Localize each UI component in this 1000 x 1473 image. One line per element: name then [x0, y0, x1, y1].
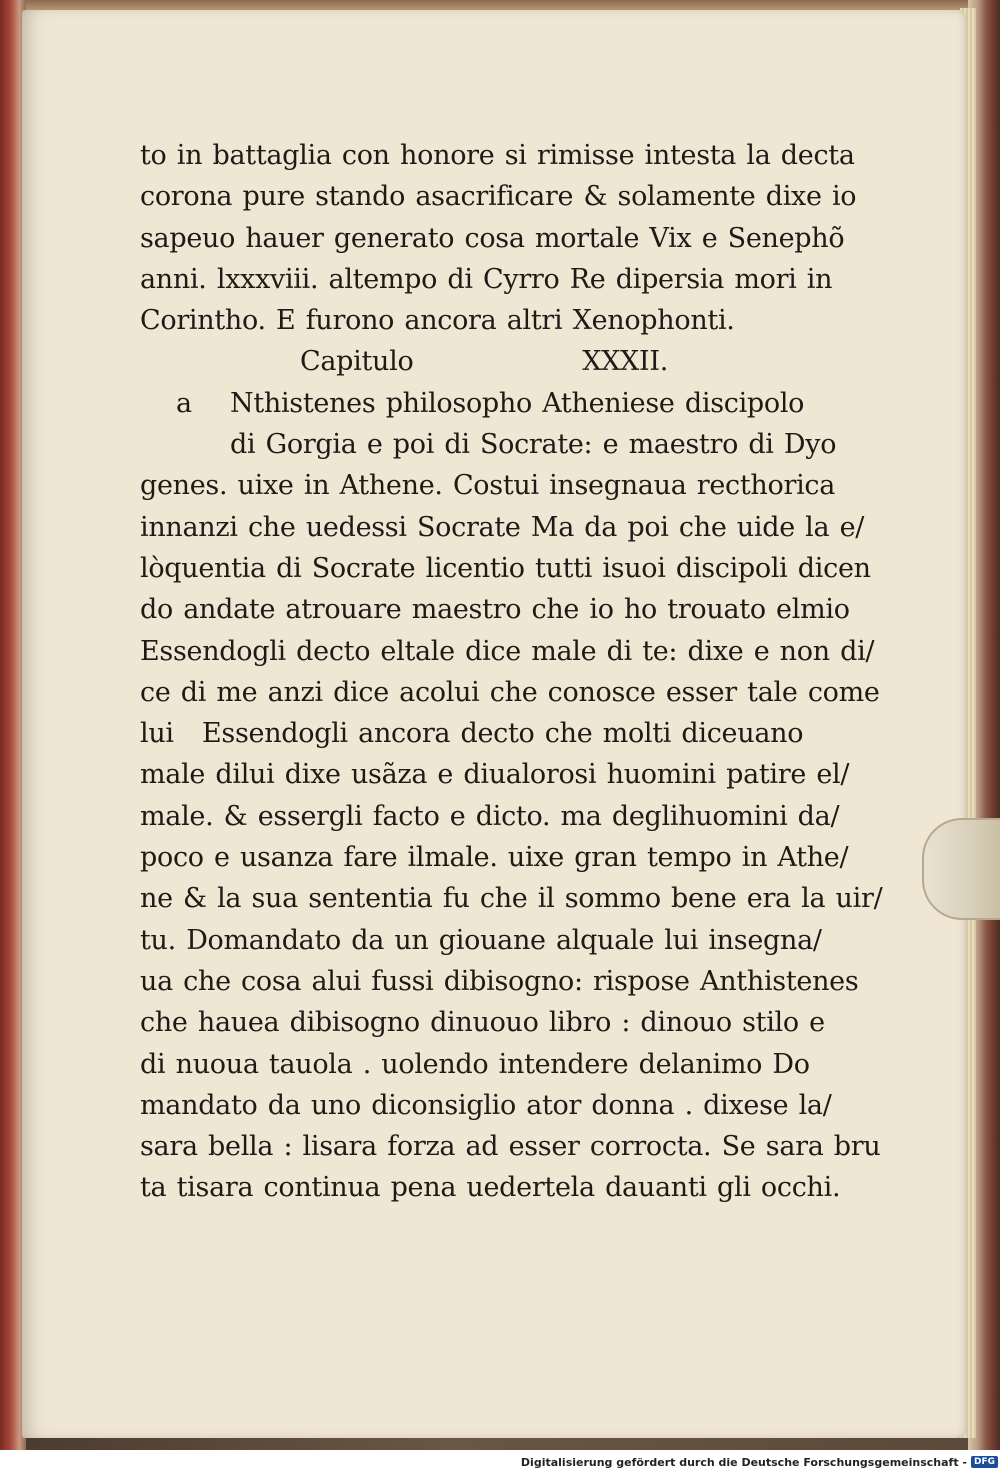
text-line: anni. lxxxviii. altempo di Cyrro Re dipersia mori in [140, 263, 833, 295]
digitization-credit [521, 1452, 998, 1472]
text-line: che hauea dibisogno dinuouo libro : dinouo stilo e [140, 1007, 825, 1039]
text-line: mandato da uno diconsiglio ator donna . dixese la/ [140, 1089, 832, 1121]
chapter-number: XXXII. [582, 346, 668, 378]
lui-word: lui [140, 718, 174, 750]
text-line: sara bella : lisara forza ad esser corrocta. Se sara bru [140, 1131, 881, 1163]
text-line: to in battaglia con honore si rimisse intesta la decta [140, 140, 855, 171]
text-line: lòquentia di Socrate licentio tutti isuoi discipoli dicen [140, 552, 871, 584]
guide-letter: a [176, 387, 192, 419]
dfg-logo[interactable]: DFG [971, 1456, 998, 1468]
text-line [140, 713, 804, 754]
chapter-word: Capitulo [300, 346, 414, 378]
second-line-text: di Gorgia e poi di Socrate: e maestro di Dyo [230, 429, 837, 461]
text-line: Corintho. E furono ancora altri Xenophonti. [140, 305, 735, 337]
first-line-text: Nthistenes philosopho Atheniese discipolo [230, 387, 805, 419]
text-line: corona pure stando asacrificare & solamente dixe io [140, 181, 857, 213]
credit-text: Digitalisierung gefördert durch die Deutsche Forschungsgemeinschaft - [520, 1455, 967, 1469]
text-line [140, 383, 805, 424]
text-line: genes. uixe in Athene. Costui insegnaua recthorica [140, 470, 836, 502]
page-clasp [922, 818, 1000, 920]
text-line: do andate atrouare maestro che io ho trouato elmio [140, 594, 850, 626]
text-line: poco e usanza fare ilmale. uixe gran tempo in Athe/ [140, 842, 849, 874]
text-line: ce di me anzi dice acolui che conosce esser tale come [140, 676, 880, 708]
lui-rest: Essendogli ancora decto che molti diceuano [202, 718, 804, 750]
page-text [140, 135, 883, 1209]
text-line: ne & la sua sententia fu che il sommo bene era la uir/ [140, 883, 883, 915]
text-line [140, 424, 837, 465]
text-line: sapeuo hauer generato cosa mortale Vix e Senephõ [140, 222, 845, 254]
text-line: di nuoua tauola . uolendo intendere delanimo Do [140, 1048, 810, 1080]
text-line: ta tisara continua pena uedertela dauanti gli occhi. [140, 1172, 841, 1204]
text-line: Essendogli decto eltale dice male di te: dixe e non di/ [140, 635, 875, 667]
text-line: male. & essergli facto e dicto. ma deglihuomini da/ [140, 800, 840, 832]
text-line: innanzi che uedessi Socrate Ma da poi che uide la e/ [140, 511, 865, 543]
text-line: male dilui dixe usãza e diualorosi huomini patire el/ [140, 759, 850, 791]
text-line: tu. Domandato da un giouane alquale lui insegna/ [140, 924, 822, 956]
text-line: ua che cosa alui fussi dibisogno: rispose Anthistenes [140, 965, 859, 997]
chapter-heading [140, 341, 800, 382]
